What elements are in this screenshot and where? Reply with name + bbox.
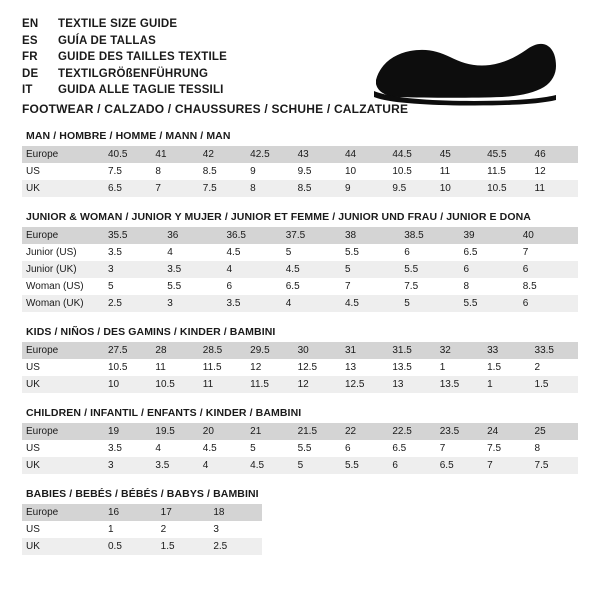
size-cell: 4 bbox=[282, 295, 341, 312]
size-cell: 19.5 bbox=[151, 423, 198, 440]
size-cell: 17 bbox=[157, 504, 210, 521]
row-label: US bbox=[22, 521, 104, 538]
size-cell: 38 bbox=[341, 227, 400, 244]
language-code: FR bbox=[22, 51, 38, 64]
size-cell: 7 bbox=[483, 457, 530, 474]
size-cell: 5 bbox=[104, 278, 163, 295]
size-cell: 6.5 bbox=[282, 278, 341, 295]
size-cell: 3.5 bbox=[104, 440, 151, 457]
size-cell: 6.5 bbox=[460, 244, 519, 261]
size-cell: 8 bbox=[246, 180, 293, 197]
size-table bbox=[22, 227, 578, 312]
size-cell: 45 bbox=[436, 146, 483, 163]
size-cell: 16 bbox=[104, 504, 157, 521]
size-cell: 10.5 bbox=[104, 359, 151, 376]
row-label: Europe bbox=[22, 146, 104, 163]
size-cell: 8.5 bbox=[519, 278, 578, 295]
size-cell: 3 bbox=[104, 457, 151, 474]
size-cell: 2.5 bbox=[104, 295, 163, 312]
row-label: UK bbox=[22, 538, 104, 555]
size-cell: 5 bbox=[282, 244, 341, 261]
size-cell: 7 bbox=[151, 180, 198, 197]
table-row bbox=[22, 376, 578, 393]
size-cell: 22 bbox=[341, 423, 388, 440]
size-cell: 31.5 bbox=[388, 342, 435, 359]
size-cell: 2.5 bbox=[209, 538, 262, 555]
size-cell: 11 bbox=[436, 163, 483, 180]
size-cell: 10.5 bbox=[483, 180, 530, 197]
table-row bbox=[22, 278, 578, 295]
size-cell: 3.5 bbox=[163, 261, 222, 278]
size-cell: 6 bbox=[388, 457, 435, 474]
size-section bbox=[22, 211, 578, 312]
row-label: Europe bbox=[22, 504, 104, 521]
size-cell: 28.5 bbox=[199, 342, 246, 359]
size-cell: 4.5 bbox=[199, 440, 246, 457]
section-title: CHILDREN / INFANTIL / ENFANTS / KINDER / BAMBINI bbox=[26, 407, 302, 419]
size-cell: 10 bbox=[104, 376, 151, 393]
table-row bbox=[22, 457, 578, 474]
size-cell: 13.5 bbox=[388, 359, 435, 376]
size-cell: 11.5 bbox=[483, 163, 530, 180]
size-cell: 6 bbox=[223, 278, 282, 295]
size-cell: 1.5 bbox=[531, 376, 578, 393]
size-cell: 4.5 bbox=[341, 295, 400, 312]
size-cell: 11.5 bbox=[199, 359, 246, 376]
size-cell: 4.5 bbox=[223, 244, 282, 261]
size-cell: 46 bbox=[531, 146, 578, 163]
language-title: TEXTILGRÖßENFÜHRUNG bbox=[58, 67, 209, 80]
language-row bbox=[22, 84, 227, 101]
language-list bbox=[22, 18, 227, 101]
row-label: Europe bbox=[22, 342, 104, 359]
size-cell: 42 bbox=[199, 146, 246, 163]
size-cell: 9 bbox=[246, 163, 293, 180]
language-code: IT bbox=[22, 84, 33, 97]
size-cell: 35.5 bbox=[104, 227, 163, 244]
size-cell: 8 bbox=[151, 163, 198, 180]
table-row bbox=[22, 227, 578, 244]
size-cell: 9.5 bbox=[388, 180, 435, 197]
language-title: GUIDE DES TAILLES TEXTILE bbox=[58, 51, 227, 64]
size-cell: 40.5 bbox=[104, 146, 151, 163]
size-cell: 10 bbox=[341, 163, 388, 180]
size-cell: 4 bbox=[151, 440, 198, 457]
size-table bbox=[22, 146, 578, 197]
size-cell: 24 bbox=[483, 423, 530, 440]
size-cell: 33 bbox=[483, 342, 530, 359]
table-row bbox=[22, 180, 578, 197]
table-row bbox=[22, 295, 578, 312]
table-row bbox=[22, 504, 262, 521]
size-cell: 1 bbox=[483, 376, 530, 393]
size-cell: 11 bbox=[151, 359, 198, 376]
size-cell: 8.5 bbox=[199, 163, 246, 180]
size-cell: 7.5 bbox=[531, 457, 578, 474]
size-cell: 5.5 bbox=[294, 440, 341, 457]
table-row bbox=[22, 342, 578, 359]
size-cell: 13 bbox=[341, 359, 388, 376]
table-row bbox=[22, 244, 578, 261]
section-title: BABIES / BEBÉS / BÉBÉS / BABYS / BAMBINI bbox=[26, 488, 259, 500]
size-cell: 12.5 bbox=[341, 376, 388, 393]
size-cell: 6 bbox=[400, 244, 459, 261]
size-cell: 40 bbox=[519, 227, 578, 244]
size-cell: 13 bbox=[388, 376, 435, 393]
size-cell: 1.5 bbox=[483, 359, 530, 376]
size-cell: 5 bbox=[400, 295, 459, 312]
size-cell: 2 bbox=[157, 521, 210, 538]
size-table bbox=[22, 504, 262, 555]
size-cell: 7 bbox=[436, 440, 483, 457]
language-title: TEXTILE SIZE GUIDE bbox=[58, 18, 178, 30]
language-row bbox=[22, 51, 227, 68]
size-cell: 7.5 bbox=[199, 180, 246, 197]
size-cell: 13.5 bbox=[436, 376, 483, 393]
size-cell: 6 bbox=[519, 295, 578, 312]
size-cell: 32 bbox=[436, 342, 483, 359]
size-section bbox=[22, 130, 578, 197]
size-cell: 4 bbox=[163, 244, 222, 261]
size-cell: 7 bbox=[341, 278, 400, 295]
size-cell: 8.5 bbox=[294, 180, 341, 197]
size-cell: 8 bbox=[460, 278, 519, 295]
size-section bbox=[22, 407, 578, 474]
table-row bbox=[22, 538, 262, 555]
size-cell: 12 bbox=[294, 376, 341, 393]
size-section bbox=[22, 488, 578, 555]
size-cell: 37.5 bbox=[282, 227, 341, 244]
row-label: Junior (UK) bbox=[22, 261, 104, 278]
size-cell: 7.5 bbox=[400, 278, 459, 295]
row-label: Europe bbox=[22, 423, 104, 440]
section-title: JUNIOR & WOMAN / JUNIOR Y MUJER / JUNIOR ET FEMME / JUNIOR UND FRAU / JUNIOR E DONA bbox=[26, 211, 531, 223]
section-title: MAN / HOMBRE / HOMME / MANN / MAN bbox=[26, 130, 231, 142]
size-cell: 25 bbox=[531, 423, 578, 440]
size-cell: 4 bbox=[223, 261, 282, 278]
size-cell: 41 bbox=[151, 146, 198, 163]
size-cell: 1 bbox=[104, 521, 157, 538]
table-row bbox=[22, 146, 578, 163]
size-cell: 23.5 bbox=[436, 423, 483, 440]
size-cell: 7 bbox=[519, 244, 578, 261]
size-cell: 18 bbox=[209, 504, 262, 521]
row-label: Europe bbox=[22, 227, 104, 244]
size-cell: 21.5 bbox=[294, 423, 341, 440]
size-cell: 1 bbox=[436, 359, 483, 376]
size-cell: 6 bbox=[519, 261, 578, 278]
table-row bbox=[22, 423, 578, 440]
size-cell: 10.5 bbox=[388, 163, 435, 180]
size-cell: 4 bbox=[199, 457, 246, 474]
size-cell: 44.5 bbox=[388, 146, 435, 163]
category-line: FOOTWEAR / CALZADO / CHAUSSURES / SCHUHE / CALZATURE bbox=[22, 102, 409, 116]
size-cell: 3 bbox=[163, 295, 222, 312]
row-label: UK bbox=[22, 457, 104, 474]
row-label: Junior (US) bbox=[22, 244, 104, 261]
table-row bbox=[22, 163, 578, 180]
row-label: US bbox=[22, 359, 104, 376]
language-code: DE bbox=[22, 67, 39, 80]
size-cell: 5.5 bbox=[341, 457, 388, 474]
size-cell: 3.5 bbox=[223, 295, 282, 312]
table-row bbox=[22, 440, 578, 457]
size-cell: 27.5 bbox=[104, 342, 151, 359]
size-cell: 4.5 bbox=[246, 457, 293, 474]
row-label: Woman (US) bbox=[22, 278, 104, 295]
size-cell: 5 bbox=[294, 457, 341, 474]
size-cell: 5.5 bbox=[163, 278, 222, 295]
language-title: GUÍA DE TALLAS bbox=[58, 34, 156, 47]
size-cell: 19 bbox=[104, 423, 151, 440]
size-cell: 42.5 bbox=[246, 146, 293, 163]
size-table bbox=[22, 423, 578, 474]
row-label: US bbox=[22, 440, 104, 457]
size-cell: 12 bbox=[531, 163, 578, 180]
size-cell: 5 bbox=[341, 261, 400, 278]
language-code: EN bbox=[22, 18, 39, 30]
language-row bbox=[22, 35, 227, 52]
size-cell: 6.5 bbox=[104, 180, 151, 197]
size-sections bbox=[22, 130, 578, 555]
size-cell: 12 bbox=[246, 359, 293, 376]
language-title: GUIDA ALLE TAGLIE TESSILI bbox=[58, 84, 224, 97]
size-cell: 44 bbox=[341, 146, 388, 163]
language-row bbox=[22, 18, 227, 35]
size-cell: 6 bbox=[460, 261, 519, 278]
size-cell: 22.5 bbox=[388, 423, 435, 440]
size-cell: 21 bbox=[246, 423, 293, 440]
size-cell: 7.5 bbox=[483, 440, 530, 457]
size-cell: 2 bbox=[531, 359, 578, 376]
size-cell: 6.5 bbox=[388, 440, 435, 457]
size-cell: 3 bbox=[209, 521, 262, 538]
size-cell: 5.5 bbox=[341, 244, 400, 261]
size-cell: 5.5 bbox=[400, 261, 459, 278]
size-cell: 29.5 bbox=[246, 342, 293, 359]
page-header bbox=[22, 16, 578, 116]
size-cell: 9.5 bbox=[294, 163, 341, 180]
table-row bbox=[22, 359, 578, 376]
size-cell: 4.5 bbox=[282, 261, 341, 278]
language-row bbox=[22, 68, 227, 85]
size-cell: 39 bbox=[460, 227, 519, 244]
size-cell: 30 bbox=[294, 342, 341, 359]
size-cell: 5 bbox=[246, 440, 293, 457]
row-label: Woman (UK) bbox=[22, 295, 104, 312]
size-cell: 43 bbox=[294, 146, 341, 163]
table-row bbox=[22, 261, 578, 278]
row-label: US bbox=[22, 163, 104, 180]
size-cell: 0.5 bbox=[104, 538, 157, 555]
row-label: UK bbox=[22, 180, 104, 197]
size-cell: 11 bbox=[531, 180, 578, 197]
size-cell: 33.5 bbox=[531, 342, 578, 359]
dress-shoe-icon bbox=[370, 34, 570, 106]
size-cell: 28 bbox=[151, 342, 198, 359]
size-cell: 11.5 bbox=[246, 376, 293, 393]
size-cell: 3 bbox=[104, 261, 163, 278]
size-cell: 12.5 bbox=[294, 359, 341, 376]
row-label: UK bbox=[22, 376, 104, 393]
size-cell: 3.5 bbox=[151, 457, 198, 474]
size-cell: 38.5 bbox=[400, 227, 459, 244]
size-cell: 20 bbox=[199, 423, 246, 440]
size-cell: 10 bbox=[436, 180, 483, 197]
size-cell: 9 bbox=[341, 180, 388, 197]
size-cell: 8 bbox=[531, 440, 578, 457]
size-cell: 45.5 bbox=[483, 146, 530, 163]
size-cell: 36.5 bbox=[223, 227, 282, 244]
size-cell: 11 bbox=[199, 376, 246, 393]
size-cell: 6 bbox=[341, 440, 388, 457]
size-cell: 10.5 bbox=[151, 376, 198, 393]
size-section bbox=[22, 326, 578, 393]
size-cell: 7.5 bbox=[104, 163, 151, 180]
size-cell: 31 bbox=[341, 342, 388, 359]
size-cell: 6.5 bbox=[436, 457, 483, 474]
size-cell: 5.5 bbox=[460, 295, 519, 312]
size-cell: 1.5 bbox=[157, 538, 210, 555]
table-row bbox=[22, 521, 262, 538]
size-cell: 36 bbox=[163, 227, 222, 244]
language-code: ES bbox=[22, 34, 38, 47]
section-title: KIDS / NIÑOS / DES GAMINS / KINDER / BAMBINI bbox=[26, 326, 276, 338]
size-cell: 3.5 bbox=[104, 244, 163, 261]
size-table bbox=[22, 342, 578, 393]
